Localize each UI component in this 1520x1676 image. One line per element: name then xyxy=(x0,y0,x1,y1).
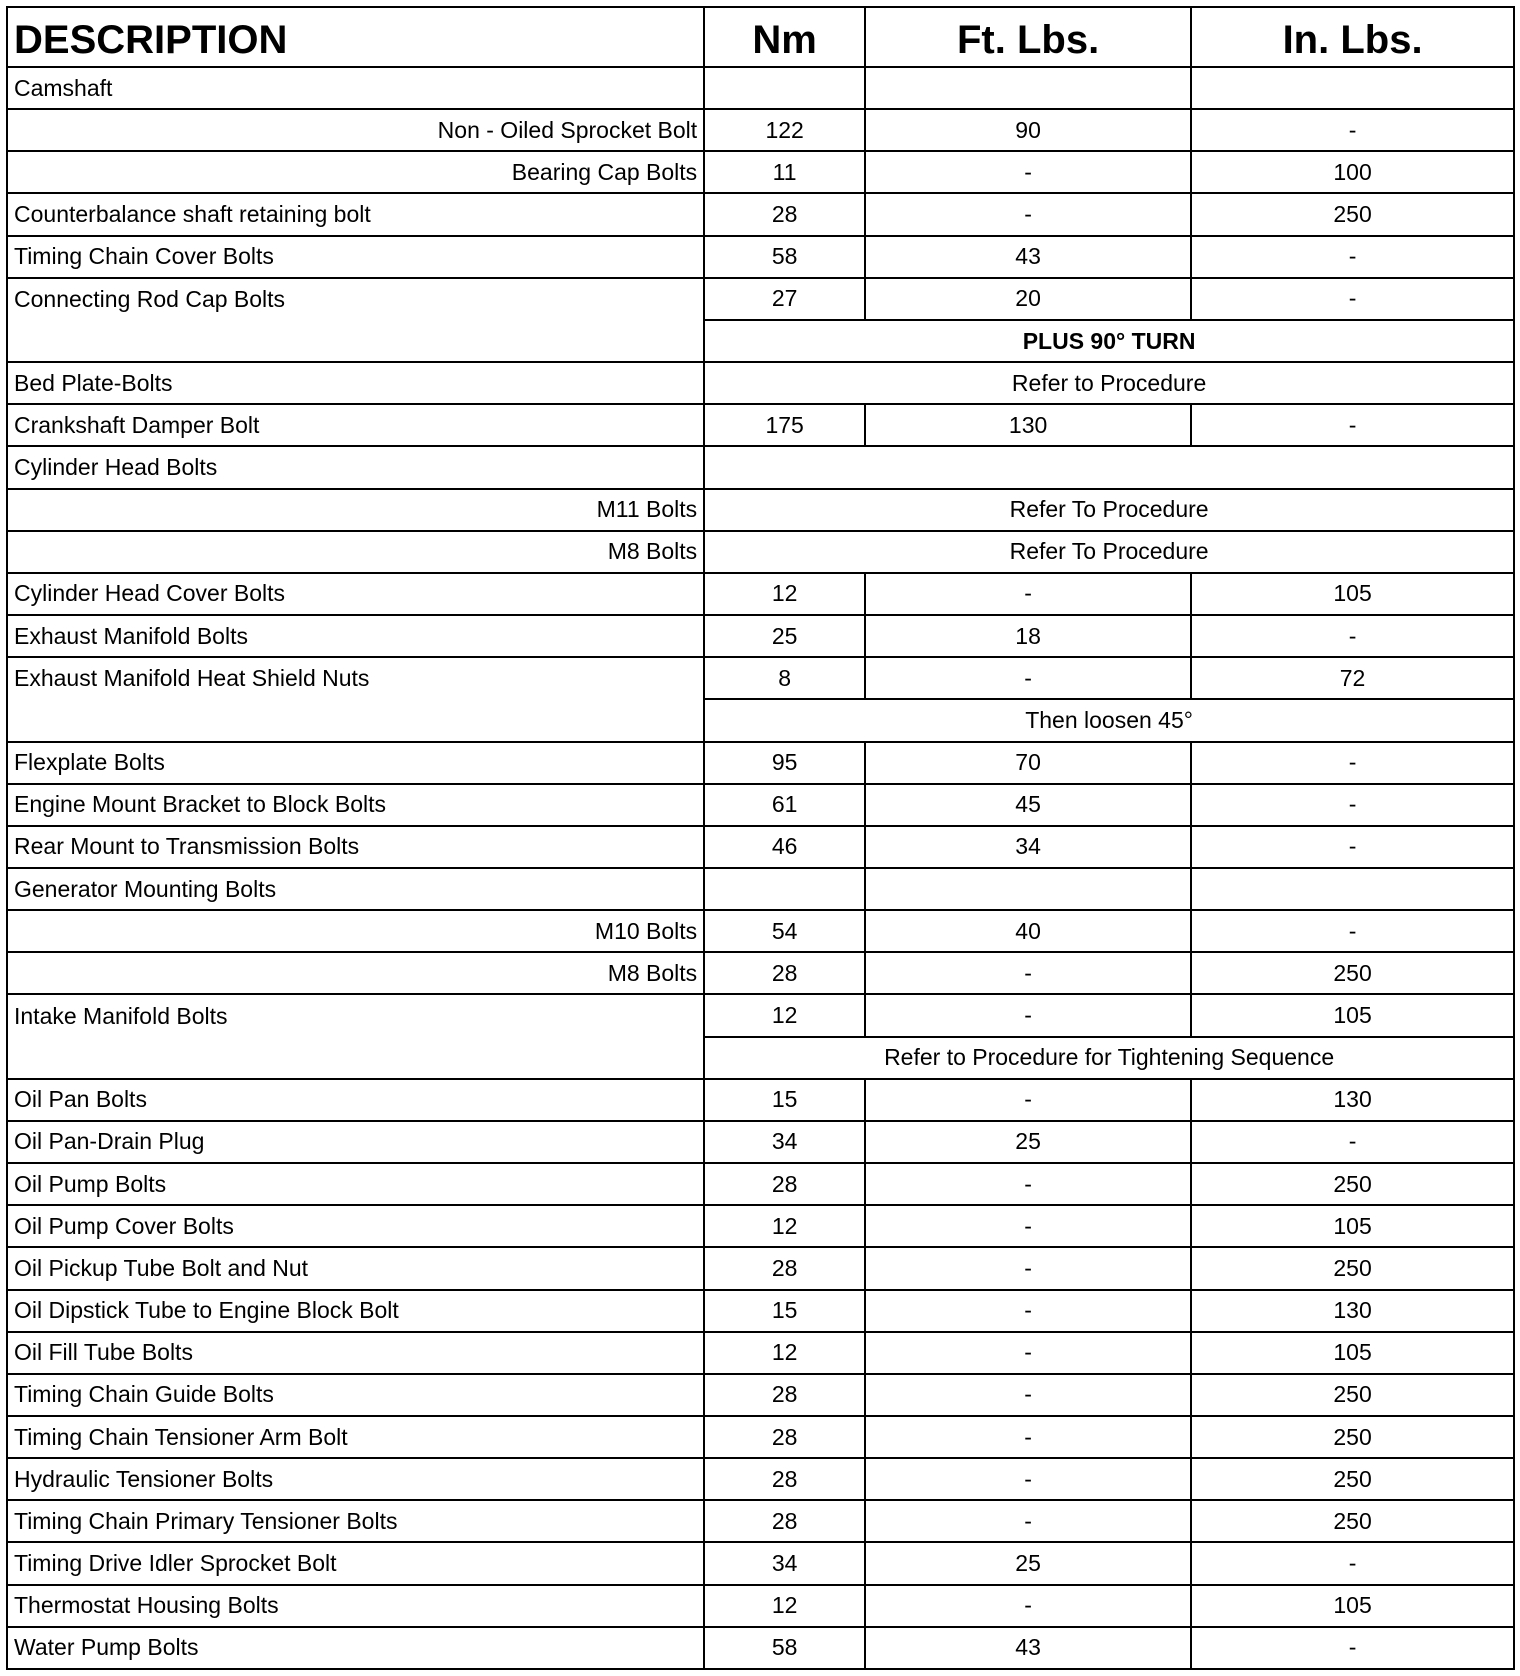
in-lbs-cell xyxy=(1191,868,1514,910)
description-cell: Exhaust Manifold Heat Shield Nuts xyxy=(7,657,704,699)
description-cell: Generator Mounting Bolts xyxy=(7,868,704,910)
header-nm: Nm xyxy=(704,7,865,67)
header-row xyxy=(7,7,1514,67)
nm-cell: 12 xyxy=(704,1585,865,1627)
table-row xyxy=(7,404,1514,446)
note-cell: Refer to Procedure for Tightening Sequence xyxy=(704,1037,1514,1079)
in-lbs-cell: 100 xyxy=(1191,151,1514,193)
nm-cell: 12 xyxy=(704,573,865,615)
ft-lbs-cell: - xyxy=(865,1585,1191,1627)
table-row xyxy=(7,489,1514,531)
table-row xyxy=(7,1205,1514,1247)
note-cell xyxy=(704,446,1514,488)
ft-lbs-cell: - xyxy=(865,952,1191,994)
in-lbs-cell: 250 xyxy=(1191,1458,1514,1500)
ft-lbs-cell: - xyxy=(865,1458,1191,1500)
description-cell: Intake Manifold Bolts xyxy=(7,994,704,1036)
in-lbs-cell: - xyxy=(1191,278,1514,320)
description-cell: Oil Pump Bolts xyxy=(7,1163,704,1205)
nm-cell xyxy=(704,67,865,109)
table-row xyxy=(7,1585,1514,1627)
nm-cell: 12 xyxy=(704,994,865,1036)
nm-cell: 34 xyxy=(704,1542,865,1584)
in-lbs-cell: - xyxy=(1191,826,1514,868)
ft-lbs-cell: - xyxy=(865,657,1191,699)
nm-cell: 95 xyxy=(704,742,865,784)
nm-cell: 28 xyxy=(704,952,865,994)
description-cell: Timing Chain Primary Tensioner Bolts xyxy=(7,1500,704,1542)
nm-cell: 12 xyxy=(704,1205,865,1247)
in-lbs-cell: - xyxy=(1191,784,1514,826)
nm-cell: 122 xyxy=(704,109,865,151)
nm-cell: 28 xyxy=(704,1458,865,1500)
ft-lbs-cell xyxy=(865,868,1191,910)
ft-lbs-cell: 90 xyxy=(865,109,1191,151)
in-lbs-cell: - xyxy=(1191,1627,1514,1669)
table-row xyxy=(7,784,1514,826)
note-cell: Refer to Procedure xyxy=(704,362,1514,404)
ft-lbs-cell: - xyxy=(865,151,1191,193)
in-lbs-cell: 250 xyxy=(1191,1163,1514,1205)
table-row xyxy=(7,1374,1514,1416)
nm-cell: 28 xyxy=(704,1163,865,1205)
table-row xyxy=(7,278,1514,320)
table-row xyxy=(7,236,1514,278)
nm-cell: 15 xyxy=(704,1290,865,1332)
in-lbs-cell: 105 xyxy=(1191,1332,1514,1374)
in-lbs-cell: - xyxy=(1191,910,1514,952)
description-cell: Oil Fill Tube Bolts xyxy=(7,1332,704,1374)
in-lbs-cell: 105 xyxy=(1191,994,1514,1036)
in-lbs-cell: 130 xyxy=(1191,1290,1514,1332)
ft-lbs-cell: - xyxy=(865,1374,1191,1416)
nm-cell: 28 xyxy=(704,1247,865,1289)
nm-cell: 12 xyxy=(704,1332,865,1374)
description-cell: Crankshaft Damper Bolt xyxy=(7,404,704,446)
table-row xyxy=(7,109,1514,151)
table-row xyxy=(7,826,1514,868)
description-cell: Cylinder Head Bolts xyxy=(7,446,704,488)
description-cell-empty xyxy=(7,320,704,362)
header-ft-lbs: Ft. Lbs. xyxy=(865,7,1191,67)
description-cell: Water Pump Bolts xyxy=(7,1627,704,1669)
nm-cell: 28 xyxy=(704,1500,865,1542)
table-row xyxy=(7,362,1514,404)
table-row xyxy=(7,1416,1514,1458)
description-cell: Counterbalance shaft retaining bolt xyxy=(7,193,704,235)
table-row xyxy=(7,615,1514,657)
in-lbs-cell: - xyxy=(1191,1542,1514,1584)
table-row xyxy=(7,742,1514,784)
ft-lbs-cell: - xyxy=(865,1500,1191,1542)
description-cell: Timing Drive Idler Sprocket Bolt xyxy=(7,1542,704,1584)
in-lbs-cell: - xyxy=(1191,404,1514,446)
table-row xyxy=(7,193,1514,235)
table-row xyxy=(7,1332,1514,1374)
header-description: DESCRIPTION xyxy=(7,7,704,67)
description-cell: M11 Bolts xyxy=(7,489,704,531)
ft-lbs-cell: - xyxy=(865,573,1191,615)
in-lbs-cell xyxy=(1191,67,1514,109)
description-cell: Oil Pan Bolts xyxy=(7,1079,704,1121)
description-cell: Timing Chain Guide Bolts xyxy=(7,1374,704,1416)
ft-lbs-cell: - xyxy=(865,1163,1191,1205)
table-row xyxy=(7,1542,1514,1584)
description-cell: Non - Oiled Sprocket Bolt xyxy=(7,109,704,151)
nm-cell: 46 xyxy=(704,826,865,868)
in-lbs-cell: - xyxy=(1191,742,1514,784)
nm-cell: 28 xyxy=(704,193,865,235)
nm-cell: 61 xyxy=(704,784,865,826)
table-row xyxy=(7,699,1514,741)
in-lbs-cell: - xyxy=(1191,1121,1514,1163)
ft-lbs-cell: 45 xyxy=(865,784,1191,826)
table-row xyxy=(7,1163,1514,1205)
nm-cell: 8 xyxy=(704,657,865,699)
ft-lbs-cell: 130 xyxy=(865,404,1191,446)
ft-lbs-cell: 40 xyxy=(865,910,1191,952)
description-cell: Connecting Rod Cap Bolts xyxy=(7,278,704,320)
ft-lbs-cell xyxy=(865,67,1191,109)
nm-cell: 25 xyxy=(704,615,865,657)
nm-cell: 58 xyxy=(704,1627,865,1669)
in-lbs-cell: 250 xyxy=(1191,1374,1514,1416)
table-row xyxy=(7,1247,1514,1289)
in-lbs-cell: 250 xyxy=(1191,952,1514,994)
in-lbs-cell: 105 xyxy=(1191,1585,1514,1627)
description-cell: Oil Pickup Tube Bolt and Nut xyxy=(7,1247,704,1289)
ft-lbs-cell: - xyxy=(865,1290,1191,1332)
nm-cell: 27 xyxy=(704,278,865,320)
description-cell: Cylinder Head Cover Bolts xyxy=(7,573,704,615)
description-cell: Oil Pump Cover Bolts xyxy=(7,1205,704,1247)
table-row xyxy=(7,573,1514,615)
description-cell: Timing Chain Cover Bolts xyxy=(7,236,704,278)
table-row xyxy=(7,151,1514,193)
description-cell-empty xyxy=(7,1037,704,1079)
description-cell: Bed Plate-Bolts xyxy=(7,362,704,404)
nm-cell: 34 xyxy=(704,1121,865,1163)
table-row xyxy=(7,994,1514,1036)
table-row xyxy=(7,910,1514,952)
description-cell: Rear Mount to Transmission Bolts xyxy=(7,826,704,868)
description-cell: Engine Mount Bracket to Block Bolts xyxy=(7,784,704,826)
ft-lbs-cell: 20 xyxy=(865,278,1191,320)
description-cell: Flexplate Bolts xyxy=(7,742,704,784)
ft-lbs-cell: - xyxy=(865,1247,1191,1289)
table-row xyxy=(7,1458,1514,1500)
nm-cell: 58 xyxy=(704,236,865,278)
in-lbs-cell: 250 xyxy=(1191,1247,1514,1289)
ft-lbs-cell: 70 xyxy=(865,742,1191,784)
in-lbs-cell: 105 xyxy=(1191,1205,1514,1247)
description-cell: M8 Bolts xyxy=(7,952,704,994)
table-row xyxy=(7,67,1514,109)
in-lbs-cell: - xyxy=(1191,236,1514,278)
ft-lbs-cell: - xyxy=(865,1332,1191,1374)
table-row xyxy=(7,446,1514,488)
ft-lbs-cell: - xyxy=(865,193,1191,235)
nm-cell xyxy=(704,868,865,910)
table-row xyxy=(7,1037,1514,1079)
table-row xyxy=(7,1079,1514,1121)
ft-lbs-cell: - xyxy=(865,1205,1191,1247)
nm-cell: 15 xyxy=(704,1079,865,1121)
table-row xyxy=(7,1627,1514,1669)
nm-cell: 175 xyxy=(704,404,865,446)
in-lbs-cell: 250 xyxy=(1191,1416,1514,1458)
description-cell: Exhaust Manifold Bolts xyxy=(7,615,704,657)
description-cell: Thermostat Housing Bolts xyxy=(7,1585,704,1627)
table-row xyxy=(7,657,1514,699)
ft-lbs-cell: - xyxy=(865,994,1191,1036)
ft-lbs-cell: 18 xyxy=(865,615,1191,657)
note-cell: Refer To Procedure xyxy=(704,531,1514,573)
note-cell: PLUS 90° TURN xyxy=(704,320,1514,362)
nm-cell: 28 xyxy=(704,1374,865,1416)
description-cell: Bearing Cap Bolts xyxy=(7,151,704,193)
ft-lbs-cell: 25 xyxy=(865,1121,1191,1163)
table-row xyxy=(7,1290,1514,1332)
ft-lbs-cell: - xyxy=(865,1079,1191,1121)
table-row xyxy=(7,868,1514,910)
description-cell: M8 Bolts xyxy=(7,531,704,573)
description-cell: Hydraulic Tensioner Bolts xyxy=(7,1458,704,1500)
table-row xyxy=(7,1121,1514,1163)
nm-cell: 28 xyxy=(704,1416,865,1458)
note-cell: Refer To Procedure xyxy=(704,489,1514,531)
nm-cell: 54 xyxy=(704,910,865,952)
table-row xyxy=(7,952,1514,994)
nm-cell: 11 xyxy=(704,151,865,193)
description-cell: Timing Chain Tensioner Arm Bolt xyxy=(7,1416,704,1458)
in-lbs-cell: - xyxy=(1191,615,1514,657)
description-cell: Oil Pan-Drain Plug xyxy=(7,1121,704,1163)
table-row xyxy=(7,531,1514,573)
ft-lbs-cell: 43 xyxy=(865,236,1191,278)
in-lbs-cell: 72 xyxy=(1191,657,1514,699)
ft-lbs-cell: 25 xyxy=(865,1542,1191,1584)
in-lbs-cell: 105 xyxy=(1191,573,1514,615)
ft-lbs-cell: 34 xyxy=(865,826,1191,868)
ft-lbs-cell: - xyxy=(865,1416,1191,1458)
description-cell-empty xyxy=(7,699,704,741)
note-cell: Then loosen 45° xyxy=(704,699,1514,741)
in-lbs-cell: 130 xyxy=(1191,1079,1514,1121)
description-cell: Camshaft xyxy=(7,67,704,109)
in-lbs-cell: - xyxy=(1191,109,1514,151)
in-lbs-cell: 250 xyxy=(1191,1500,1514,1542)
ft-lbs-cell: 43 xyxy=(865,1627,1191,1669)
table-row xyxy=(7,1500,1514,1542)
header-in-lbs: In. Lbs. xyxy=(1191,7,1514,67)
torque-spec-table xyxy=(6,6,1515,1670)
description-cell: M10 Bolts xyxy=(7,910,704,952)
description-cell: Oil Dipstick Tube to Engine Block Bolt xyxy=(7,1290,704,1332)
table-row xyxy=(7,320,1514,362)
in-lbs-cell: 250 xyxy=(1191,193,1514,235)
